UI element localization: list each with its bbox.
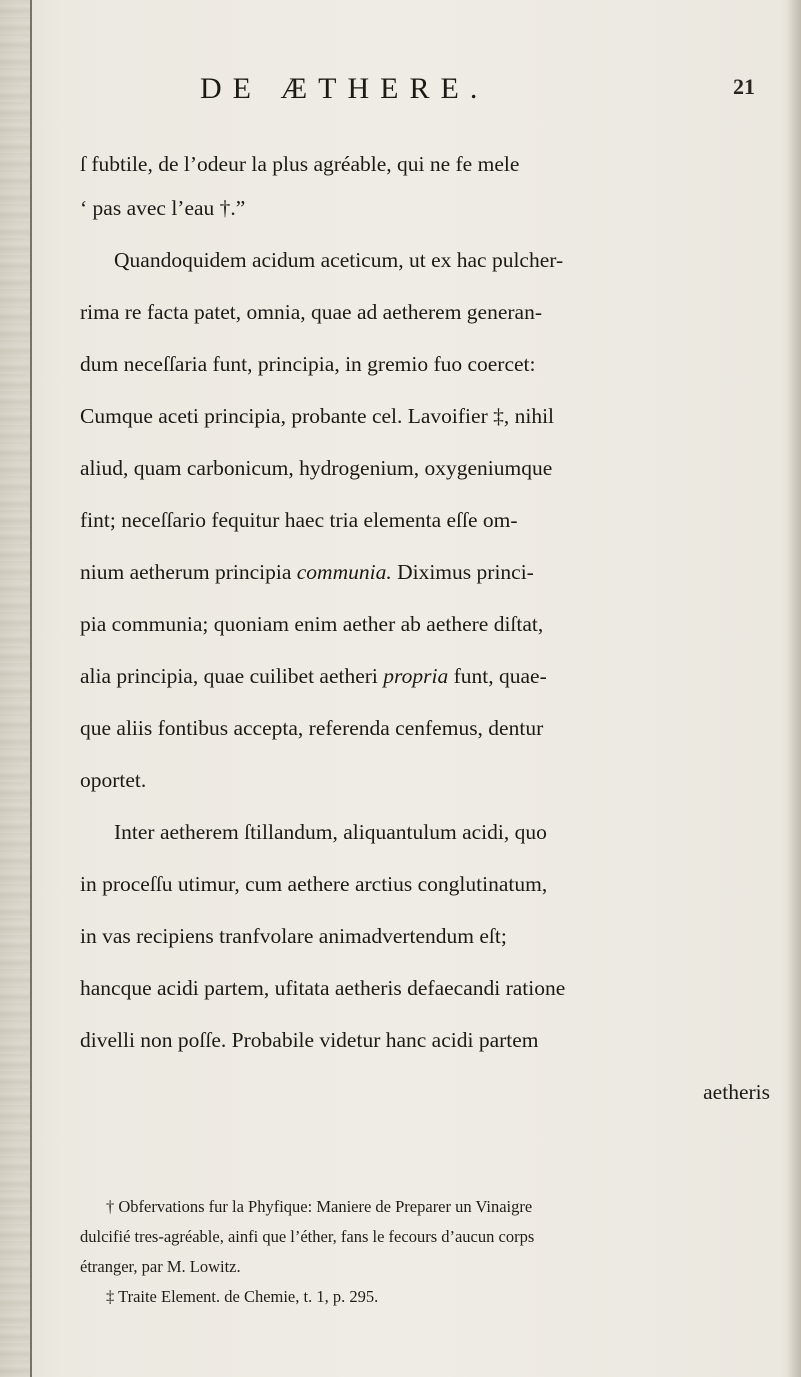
text-line: divelli non poſſe. Probabile videtur hanc acidi partem: [80, 1028, 539, 1052]
text-line: aliud, quam carbonicum, hydrogenium, oxygeniumque: [80, 456, 553, 480]
text-line: Quandoquidem acidum aceticum, ut ex hac pulcher-: [114, 248, 564, 272]
text-line: rima re facta patet, omnia, quae ad aetherem generan-: [80, 300, 542, 324]
page-number: 21: [733, 74, 755, 99]
text-line: hancque acidi partem, ufitata aetheris defaecandi ratione: [80, 976, 566, 1000]
text-line: in proceſſu utimur, cum aethere arctius conglutinatum,: [80, 872, 548, 896]
text-line: in vas recipiens tranfvolare animadvertendum eſt;: [80, 924, 507, 948]
text-line: Inter aetherem ſtillandum, aliquantulum acidi, quo: [114, 820, 547, 844]
page-gutter: [0, 0, 30, 1377]
catchword: aetheris: [703, 1080, 770, 1104]
footnote-line: étranger, par M. Lowitz.: [80, 1257, 241, 1276]
footnote-line: † Obfervations fur la Phyfique: Maniere de Preparer un Vinaigre: [106, 1197, 533, 1216]
text-line: pia communia; quoniam enim aether ab aethere diſtat,: [80, 612, 544, 636]
text-line: fint; neceſſario fequitur haec tria elementa eſſe om-: [80, 508, 518, 532]
page-edge-shadow: [787, 0, 801, 1377]
text-line: nium aetherum principia communia. Diximus princi-: [80, 560, 534, 584]
italic-word: propria: [383, 664, 449, 688]
spine-edge: [30, 0, 32, 1377]
footnote-line: dulcifié tres-agréable, ainfi que l’éther, fans le fecours d’aucun corps: [80, 1227, 535, 1246]
text-line: oportet.: [80, 768, 147, 792]
text-line: alia principia, quae cuilibet aetheri propria funt, quae-: [80, 664, 547, 688]
text-line: ſ fubtile, de l’odeur la plus agréable, qui ne fe mele: [80, 152, 520, 176]
footnote-line: ‡ Traite Element. de Chemie, t. 1, p. 295.: [106, 1287, 379, 1306]
running-header: DE ÆTHERE.: [200, 72, 489, 105]
text-line: Cumque aceti principia, probante cel. Lavoifier ‡, nihil: [80, 404, 555, 428]
text-line: dum neceſſaria funt, principia, in gremio fuo coercet:: [80, 352, 536, 376]
text-line: que aliis fontibus accepta, referenda cenfemus, dentur: [80, 716, 544, 740]
italic-word: communia.: [296, 560, 392, 584]
text-line: ‘ pas avec l’eau †.”: [80, 196, 246, 220]
